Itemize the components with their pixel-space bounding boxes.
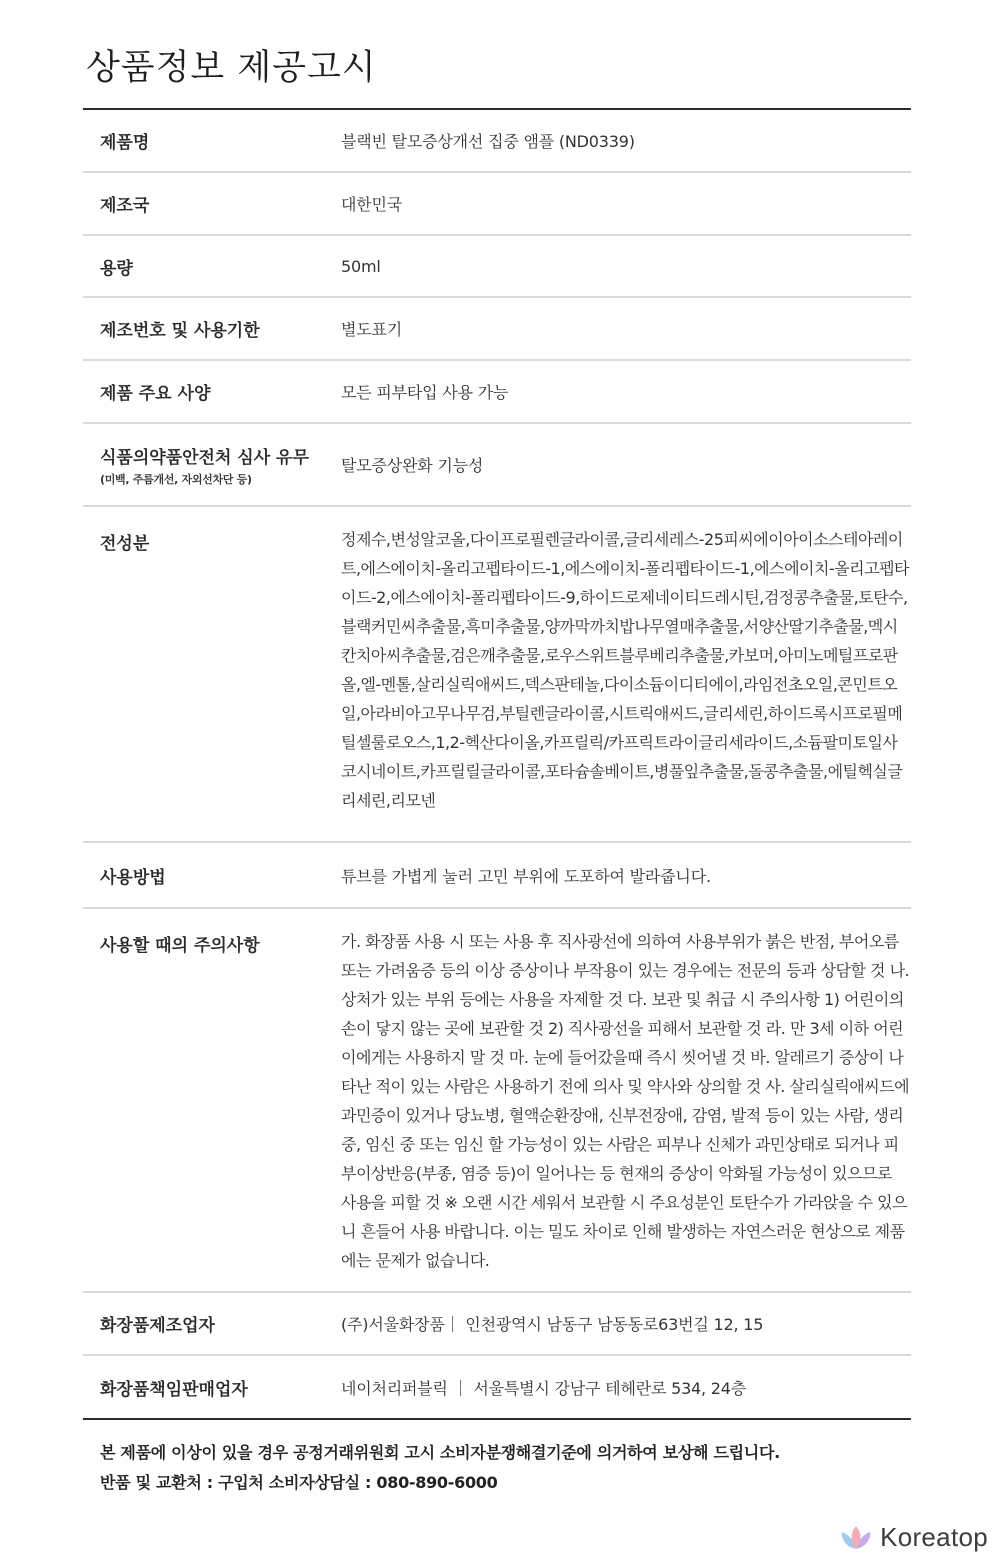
row-label-sub: (미백, 주름개선, 자외선차단 등) [100,472,252,486]
row-value: 정제수,변성알코올,다이프로필렌글라이콜,글리세레스-25피씨에이아이소스테아레이트,에스에이치-올리고펩타이드-1,에스에이치-폴리펩타이드-1,에스에이치-올리고펩타이드-2,에스에이치-폴리펩타이드-9,하이드로제네이티드레시틴,검정콩추출물,토탄수,블랙커민씨추출물,흑미추출물,양까막까치밥나무열매추출물,서양산딸기추출물,멕시칸치아씨추출물,검은깨추출물,로우스위트블루베리추출물,카보머,아미노메틸프로판올,엘-멘톨,살리실릭애씨드,덱스판테놀,다이소듐이디티에이,라임전초오일,콘민트오일,아라비아고무나무검,부틸렌글라이콜,시트릭애씨드,글리세린,하이드록시프로필메틸셀룰로오스,1,2-헥산다이올,카프릴릭/카프릭트라이글리세라이드,소듐팔미토일사코시네이트,카프릴릴글라이콜,포타슘솔베이트,병풀잎추출물,돌콩추출물,에틸헥실글리세린,리모넨 [341,530,909,810]
row-value: 가. 화장품 사용 시 또는 사용 후 직사광선에 의하여 사용부위가 붉은 반점, 부어오름 또는 가려움증 등의 이상 증상이나 부작용이 있는 경우에는 전문의 등과 상담할 것 나. 상처가 있는 부위 등에는 사용을 자제할 것 다. 보관 및 취급 시 주의사항 1) 어린이의 손이 닿지 않는 곳에 보관할 것 2) 직사광선을 피해서 보관할 것 라. 만 3세 이하 어린이에게는 사용하지 말 것 마. 눈에 들어갔을때 즉시 씻어낼 것 바. 알레르기 증상이 나타난 적이 있는 사람은 사용하기 전에 의사 및 약사와 상의할 것 사. 살리실릭애씨드에 과민증이 있거나 당뇨병, 혈액순환장애, 신부전장애, 감염, 발적 등이 있는 사람, 생리 중, 임신 중 또는 임신 할 가능성이 있는 사람은 피부나 신체가 과민상태로 되거나 피부이상반응(부종, 염증 등)이 일어나는 등 현재의 증상이 악화될 가능성이 있으므로 사용을 피할 것 ※ 오랜 시간 세워서 보관할 시 주요성분인 토탄수가 가라앉을 수 있으니 흔들어 사용 바랍니다. 이는 밀도 차이로 인해 발생하는 자연스러운 현상으로 제품에는 문제가 없습니다. [341,932,910,1270]
row-value: 네이처리퍼블릭 ｜ 서울특별시 강남구 테헤란로 534, 24층 [341,1378,747,1398]
row-value: 모든 피부타입 사용 가능 [341,383,509,402]
row-label: 제조번호 및 사용기한 [100,321,260,341]
page-title: 상품정보 제공고시 [86,48,377,88]
row-label: 용량 [100,258,133,279]
row-value: 탈모증상완화 기능성 [341,456,484,475]
row-value: 50ml [341,256,381,276]
row-label: 사용방법 [100,867,166,888]
footer-notice [100,1438,900,1498]
row-label: 전성분 [100,534,150,554]
row-label: 화장품책임판매업자 [100,1379,248,1400]
table-row-distributor [83,1356,911,1418]
table-row-volume [83,236,911,298]
brand-logo [838,1522,988,1553]
table-row-product-name [83,110,911,173]
product-info-table [83,108,911,1420]
table-row-usage [83,843,911,909]
table-row-lot-expiry [83,298,911,361]
row-value: 튜브를 가볍게 눌러 고민 부위에 도포하여 발라줍니다. [341,866,711,886]
row-value: 별도표기 [341,320,403,339]
brand-name: Koreatop [880,1522,988,1552]
notice-compensation: 본 제품에 이상이 있을 경우 공정거래위원회 고시 소비자분쟁해결기준에 의거하여 보상해 드립니다. [100,1443,780,1462]
row-value: (주)서울화장품｜ 인천광역시 남동구 남동동로63번길 12, 15 [341,1315,764,1334]
table-row-country [83,173,911,236]
row-label: 제조국 [100,196,150,216]
lotus-icon [838,1523,874,1553]
row-value: 블랙빈 탈모증상개선 집중 앰플 (ND0339) [341,132,635,151]
table-row-precautions [83,909,911,1293]
table-row-manufacturer [83,1293,911,1356]
row-value: 대한민국 [341,195,403,214]
table-row-spec [83,361,911,424]
table-row-mfds-review [83,424,911,507]
table-row-ingredients [83,507,911,843]
row-label: 사용할 때의 주의사항 [100,936,260,956]
row-label [83,424,341,505]
row-label-main: 식품의약품안전처 심사 유무 [100,447,309,468]
row-label: 제품 주요 사양 [100,384,211,404]
row-label: 화장품제조업자 [100,1316,215,1336]
row-label: 제품명 [100,133,150,153]
notice-contact: 반품 및 교환처 : 구입처 소비자상담실 : 080-890-6000 [100,1473,498,1492]
